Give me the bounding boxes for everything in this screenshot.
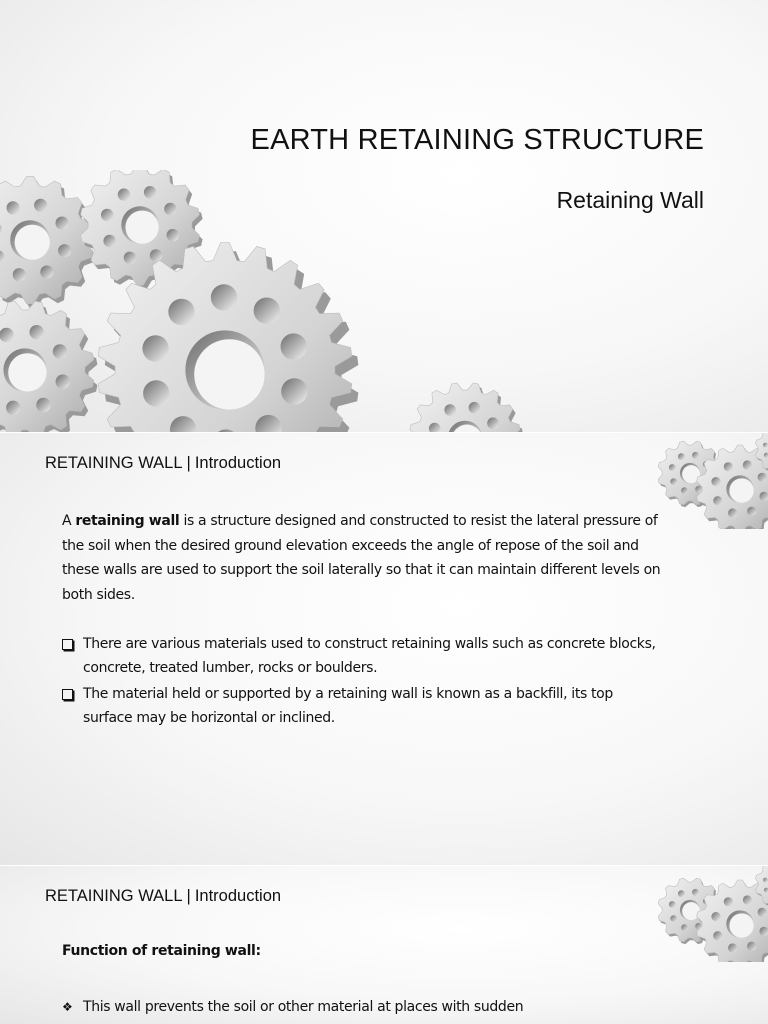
function-heading: Function of retaining wall: [62, 943, 261, 959]
gear-cluster-icon [628, 866, 768, 962]
gear-icon [410, 383, 523, 432]
slide-title: EARTH RETAINING STRUCTURE [250, 124, 704, 156]
list-item-text: There are various materials used to construct retaining walls such as concrete blocks, concrete, treated lumber, rocks or boulders. [83, 636, 656, 676]
paragraph-rest: is a structure designed and constructed to resist the lateral pressure of the soil when the desired ground elevation exceeds the angle of repose of the soil and these walls are used to support the soil laterally so that it can maintain different levels on both sides. [62, 513, 661, 603]
square-bullet-icon [62, 689, 73, 700]
gear-cluster-icon [0, 170, 530, 432]
four-diamond-bullet-icon: ❖ [62, 1000, 73, 1014]
list-item [62, 683, 662, 730]
title-slide [0, 0, 768, 432]
function-slide [0, 866, 768, 1024]
list-item-text: This wall prevents the soil or other material at places with sudden [83, 999, 524, 1015]
gear-icon [0, 176, 96, 308]
bullet-list [62, 633, 662, 733]
gear-icon [0, 301, 97, 432]
slide-subtitle: Retaining Wall [556, 187, 704, 213]
title-separator: | [186, 454, 191, 472]
section-title-sub: Introduction [194, 887, 282, 905]
paragraph-bold-term: retaining wall [75, 513, 180, 529]
section-title-main: RETAINING WALL [45, 454, 183, 472]
square-bullet-icon [62, 639, 73, 650]
section-title-main: RETAINING WALL [45, 887, 183, 905]
section-title-sub: Introduction [194, 454, 282, 472]
section-title [45, 454, 281, 473]
list-item [62, 999, 682, 1015]
section-title [45, 887, 281, 906]
paragraph-prefix: A [62, 513, 76, 529]
list-item [62, 633, 662, 680]
intro-slide [0, 433, 768, 865]
definition-paragraph [62, 509, 662, 607]
title-separator: | [186, 887, 191, 905]
list-item-text: The material held or supported by a retaining wall is known as a backfill, its top surface may be horizontal or inclined. [83, 686, 613, 726]
